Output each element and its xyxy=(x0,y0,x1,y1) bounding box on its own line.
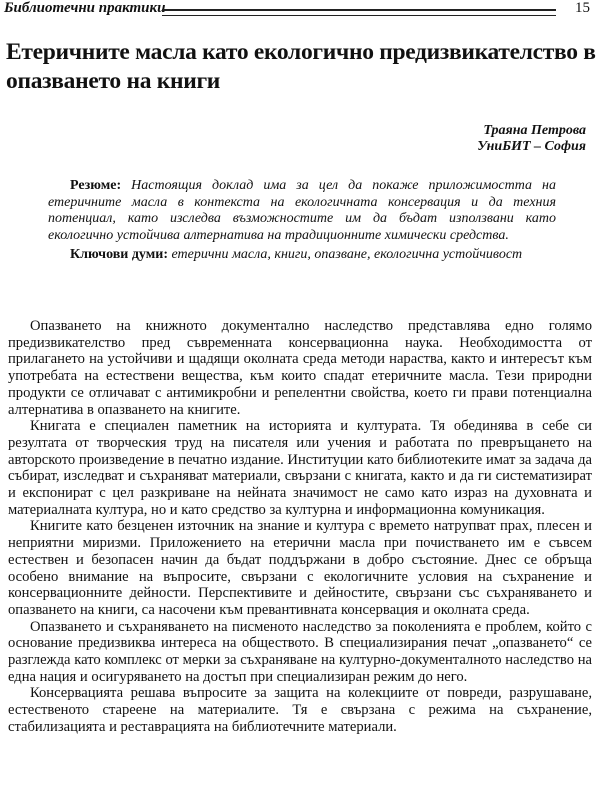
page-number: 15 xyxy=(575,0,590,16)
keywords-text: етерични масла, книги, опазване, екологична устойчивост xyxy=(171,247,523,262)
header-rule xyxy=(162,9,556,16)
body-paragraph: Книгите като безценен източник на знание и култура с времето натрупват прах, плесен и неприятни миризми. Приложението на етерични масла при почистването им е съвсем естествен и безопасен начин да бъдат поддържани в добро състояние. Днес се обръща особено внимание на въпросите, свързани с екологичните условия на съхранение и консервационните дейности. Перспективите и дейностите, свързани със съхраняването и опазването на книги, са насочени към превантивната консервация и околната среда. xyxy=(8,518,592,618)
journal-title: Библиотечни практики xyxy=(4,0,166,16)
author-affiliation: УниБИТ – София xyxy=(477,139,586,154)
abstract-paragraph xyxy=(48,178,556,244)
running-header xyxy=(4,0,596,20)
body-paragraph: Опазването на книжното документално наследство представлява едно голямо предизвикателство пред съвременната консервационна наука. Необходимостта от прилагането на устойчиви и щадящи околната среда методи нараства, както и интересът към употребата на естествени вещества, към които спадат етеричните масла. Тези природни продукти се отличават с антимикробни и репелентни свойства, което ги прави потенциална алтернатива в опазването на книгите. xyxy=(8,318,592,418)
body-paragraph: Книгата е специален паметник на историята и културата. Тя обединява в себе си резултата от творческия труд на писателя или учения и работата по превръщането на авторското произведение в печатно издание. Институции като библиотеките имат за задача да събират, изследват и съхраняват материали, свързани с книгата, както и да ги систематизират и експонират с цел разкриване на нейната значимост не само като израз на духовната и материалната култура, но и като средство за културна и информационна комуникация. xyxy=(8,418,592,518)
keywords-label: Ключови думи: xyxy=(70,247,169,262)
article-title: Етеричните масла като екологично предизвикателство в опазването на книги xyxy=(6,39,596,94)
author-block xyxy=(477,123,586,155)
body-paragraph: Опазването и съхраняването на писменото наследство за поколенията е проблем, който с основание предизвиква интереса на обществото. В специализирания печат „опазването“ се разглежда като комплекс от мерки за съхраняване на културно-документалното наследство на една нация и осигуряването на достъп при специализиран режим до него. xyxy=(8,618,592,685)
abstract-block xyxy=(48,178,556,264)
author-name: Траяна Петрова xyxy=(483,123,586,138)
body-paragraph: Консервацията решава въпросите за защита на колекциите от повреди, разрушаване, естественото стареене на материалите. Тя е свързана с режима на съхранение, стабилизацията и реставрацията на библиотечните материали. xyxy=(8,685,592,735)
abstract-text: Настоящия доклад има за цел да покаже приложимостта на етеричните масла в контекста на екологичната консервация и да техния потенциал, като изследва възможностите им да бъдат използвани като екологично устойчива алтернатива на традиционните химически средства. xyxy=(48,178,556,243)
article-body xyxy=(8,318,592,736)
keywords-paragraph xyxy=(48,247,556,264)
abstract-label: Резюме: xyxy=(70,178,122,193)
